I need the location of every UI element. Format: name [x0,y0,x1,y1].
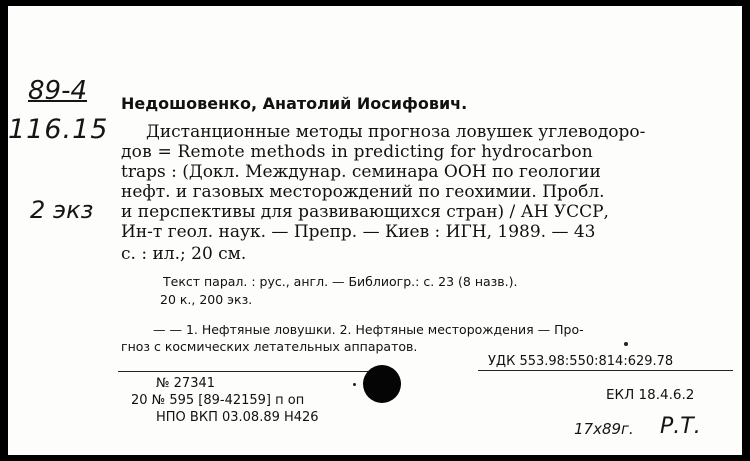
title-line-5: и перспективы для развивающихся стран) / АН УССР, [121,202,609,222]
title-line-3: traps : (Докл. Междунар. семинара ООН по геологии [121,162,601,182]
notes-line-1: Текст парал. : рус., англ. — Библиогр.: с. 23 (8 назв.). [163,274,518,289]
ink-speck [353,383,356,386]
title-line-6: Ин-т геол. наук. — Препр. — Киев : ИГН, 1989. — 43 [121,222,596,242]
bottom-rule [118,371,368,372]
title-line-2: дов = Remote methods in predicting for hydrocarbon [121,142,593,162]
subjects-line-1: — — 1. Нефтяные ловушки. 2. Нефтяные месторождения — Про- [153,322,584,337]
title-line-7: с. : ил.; 20 см. [121,244,247,264]
handwritten-call-number-2: 116.15 [8,114,109,145]
handwritten-initials: Р.Т. [660,414,701,439]
udk-code: УДК 553.98:550:814:629.78 [488,354,674,369]
card-number: № 27341 [156,376,216,391]
ekl-code: ЕКЛ 18.4.6.2 [606,387,695,403]
handwritten-call-number-1: 89-4 [28,76,88,106]
subjects-line-2: гноз с космических летательных аппаратов. [121,339,418,354]
title-line-1: Дистанционные методы прогноза ловушек углеводоро- [146,122,646,142]
ink-speck [624,342,628,346]
author-heading: Недошовенко, Анатолий Иосифович. [121,94,468,113]
npo-line: НПО ВКП 03.08.89 Н426 [156,410,319,425]
title-line-4: нефт. и газовых месторождений по геохимии. Пробл. [121,182,605,202]
udk-underline [478,370,733,371]
handwritten-copies: 2 экз [30,196,94,224]
punch-hole [363,365,401,403]
notes-line-2: 20 к., 200 экз. [160,292,253,307]
catalog-card [8,6,742,455]
handwritten-bottom-note: 17х89г. [574,420,634,438]
order-line: 20 № 595 [89-42159] п оп [131,393,305,408]
